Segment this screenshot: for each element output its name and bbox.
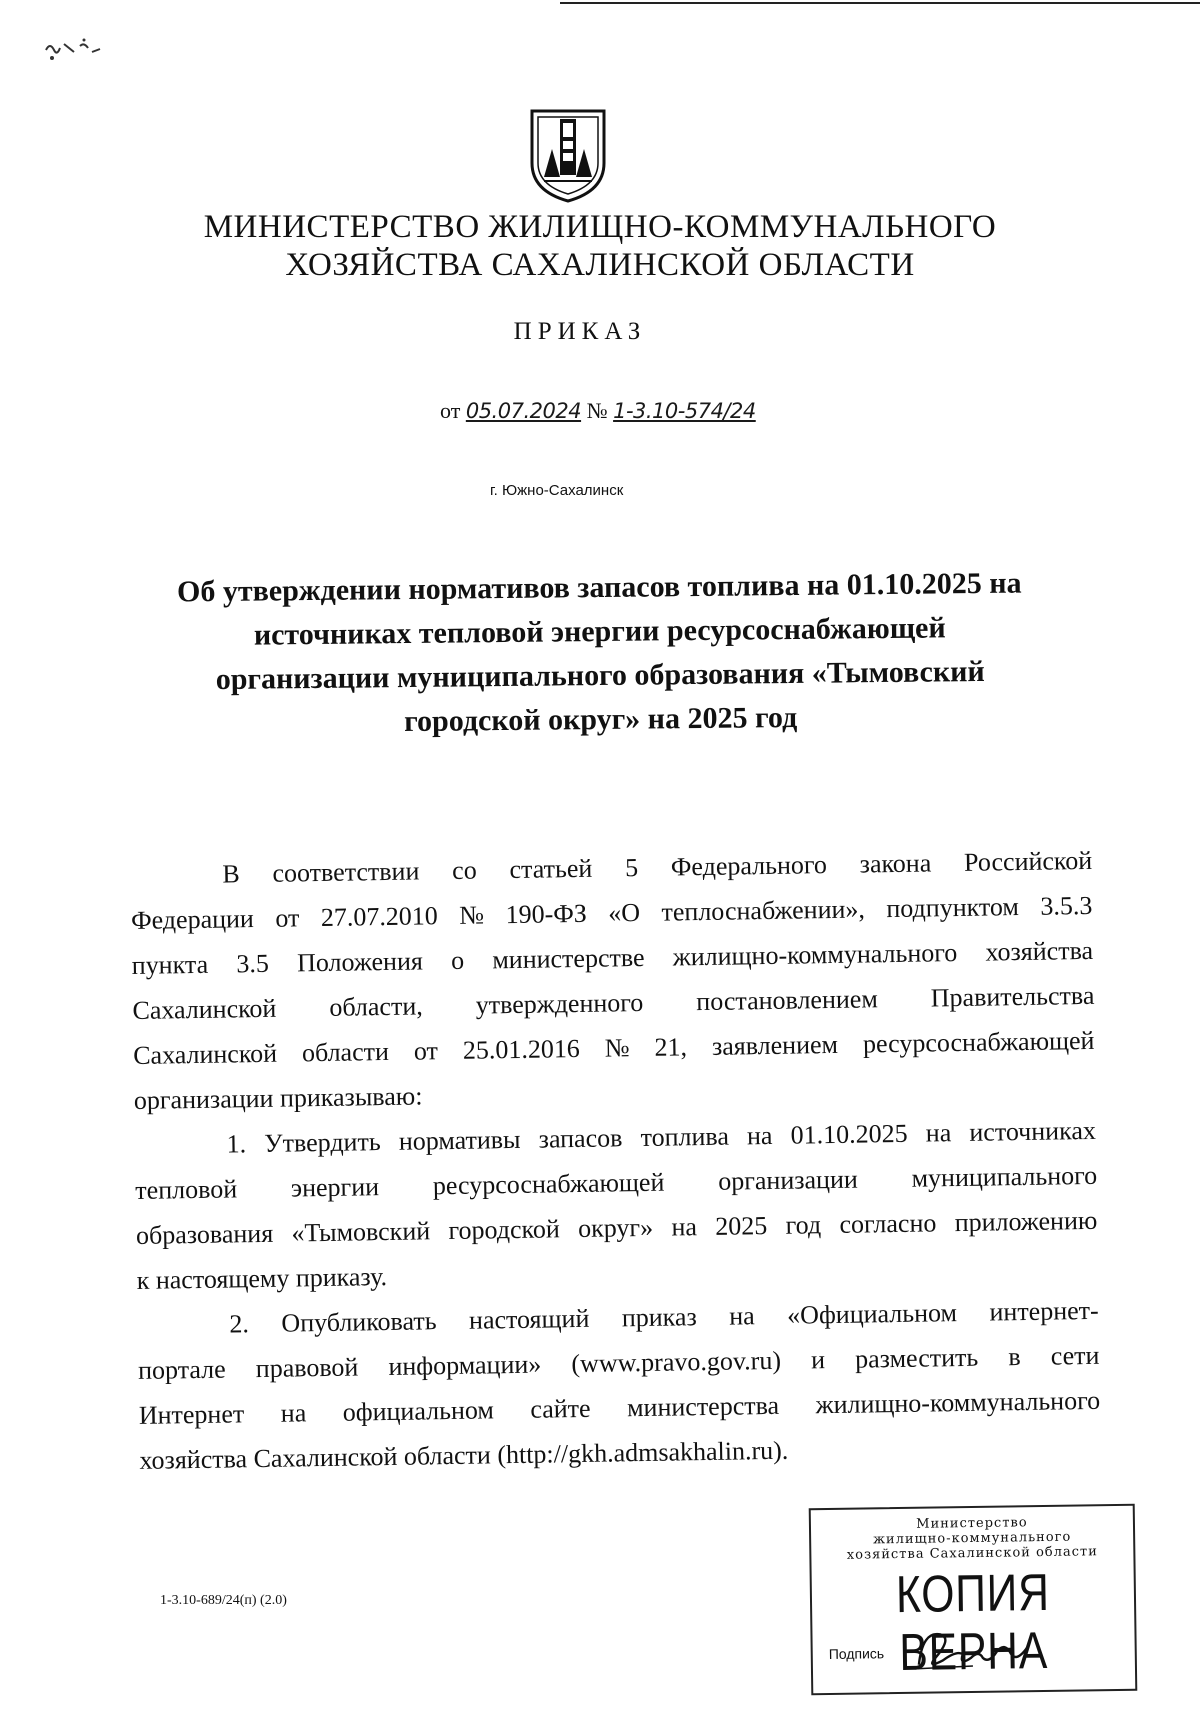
body-word: организации	[717, 1164, 859, 1196]
body-word: соответствии	[272, 856, 420, 888]
body-word: области,	[329, 991, 423, 1022]
body-word: образования «Тымовский городской округ» на 2025 год согласно приложению	[135, 1205, 1098, 1250]
body-word: ресурсоснабжающей	[432, 1167, 665, 1201]
body-word: организации приказываю:	[133, 1081, 423, 1115]
order-number: 1-3.10-574/24	[613, 399, 756, 423]
scan-border-line	[560, 2, 1200, 4]
coat-of-arms-icon	[526, 105, 610, 205]
certified-copy-stamp	[809, 1504, 1138, 1696]
body-word: муниципального	[911, 1160, 1098, 1193]
stamp-main-text: КОПИЯ ВЕРНА	[895, 1563, 1051, 1683]
body-word: Правительства	[930, 980, 1095, 1013]
body-word: со	[451, 855, 477, 885]
body-word: Сахалинской области от 25.01.2016 № 21, заявлением ресурсоснабжающей	[132, 1025, 1095, 1070]
order-date: 05.07.2024	[465, 399, 582, 423]
scan-artifact	[40, 30, 120, 70]
subject-line: источниках тепловой энергии ресурсоснабжающей	[253, 611, 946, 652]
body-word: пункта 3.5 Положения о министерстве жилищно-коммунального хозяйства	[131, 935, 1094, 980]
stamp-sign-label: Подпись	[828, 1645, 885, 1663]
city: г. Южно-Сахалинск	[490, 482, 624, 499]
stamp-line: хозяйства Сахалинской области	[846, 1544, 1098, 1563]
body-word: тепловой	[135, 1174, 238, 1205]
date-prefix: от	[440, 398, 461, 423]
body-word: Интернет на официальном сайте министерства жилищно-коммунального	[138, 1385, 1101, 1430]
body-word: закона	[859, 848, 932, 879]
body-word: В	[222, 859, 240, 889]
subject-line: Об утверждении нормативов запасов топлива на 01.10.2025 на	[176, 566, 1022, 609]
stamp-line: Министерство	[916, 1515, 1028, 1532]
order-date-number	[440, 398, 860, 424]
body-word: Российской	[963, 845, 1093, 877]
body-word: портале правовой информации» (www.pravo.gov.ru) и разместить в сети	[137, 1340, 1100, 1385]
subject-line: городской округ» на 2025 год	[403, 700, 798, 739]
body-word: 2. Опубликовать настоящий приказ на «Официальном интернет-	[229, 1295, 1099, 1339]
body-word: постановлением	[696, 984, 879, 1017]
number-prefix: №	[586, 398, 608, 423]
body-word: энергии	[290, 1172, 380, 1203]
order-heading: ПРИКАЗ	[513, 318, 647, 345]
signature-icon	[912, 1623, 1043, 1675]
body-word: к настоящему приказу.	[136, 1262, 388, 1295]
order-subject	[109, 561, 1091, 747]
stamp-header	[811, 1514, 1134, 1563]
ministry-title	[140, 208, 1060, 284]
body-word: статьей	[509, 853, 593, 885]
body-word: хозяйства Сахалинской области (http://gkh.admsakhalin.ru).	[139, 1435, 789, 1475]
body-word: Федерации от 27.07.2010 № 190-ФЗ «О теплоснабжении», подпунктом 3.5.3	[130, 890, 1093, 935]
ministry-title-line1: МИНИСТЕРСТВО ЖИЛИЩНО-КОММУНАЛЬНОГО	[203, 209, 997, 245]
ministry-title-line2: ХОЗЯЙСТВА САХАЛИНСКОЙ ОБЛАСТИ	[285, 247, 915, 283]
body-word: 1. Утвердить нормативы запасов топлива на 01.10.2025 на источниках	[226, 1115, 1097, 1159]
document-code: 1-3.10-689/24(п) (2.0)	[160, 1593, 287, 1608]
body-word: Сахалинской	[132, 993, 277, 1025]
stamp-line: жилищно-коммунального	[872, 1529, 1072, 1548]
body-word: 5	[624, 853, 639, 883]
body-word: утвержденного	[475, 987, 644, 1020]
order-body	[130, 838, 1102, 1483]
body-word: Федерального	[670, 850, 828, 882]
subject-line: организации муниципального образования «Тымовский	[215, 654, 985, 697]
